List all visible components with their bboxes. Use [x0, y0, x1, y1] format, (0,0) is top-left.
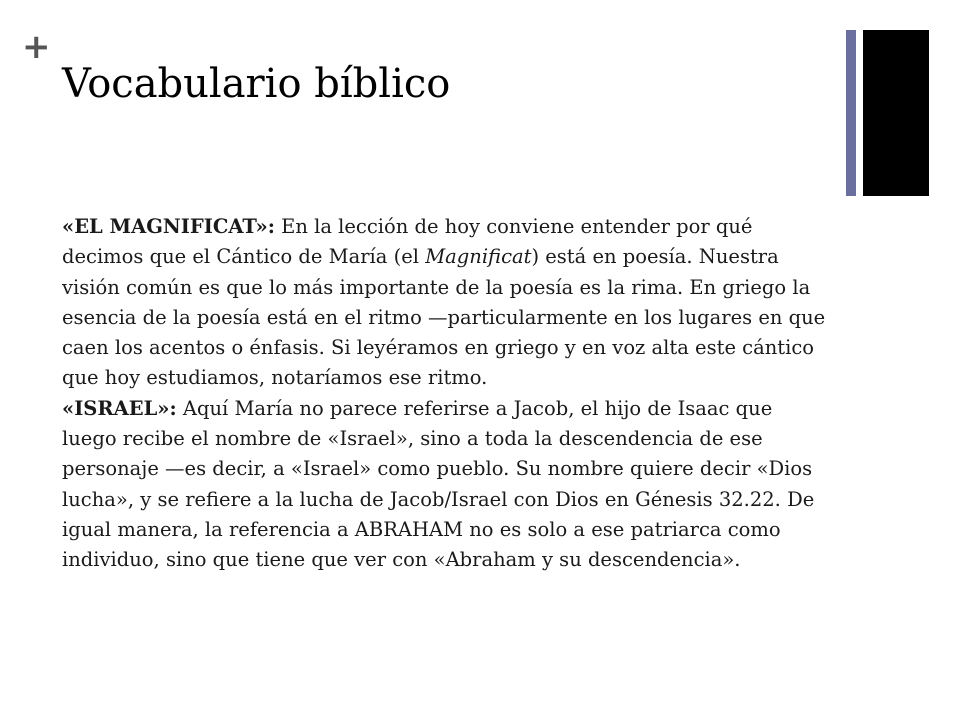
paragraph-magnificat-text-start: En la lección de hoy conviene entender por qué decimos que el Cántico de María (el [62, 215, 753, 269]
term-israel: «ISRAEL»: [62, 396, 177, 420]
plus-bullet-icon: + [22, 27, 51, 67]
magnificat-italic: Magnificat [425, 245, 532, 269]
accent-bar [846, 30, 856, 196]
paragraph-magnificat-text-end: ) está en poesía. Nuestra visión común es que lo más importante de la poesía es la rima. En griego la esencia de la poesía está en el ritmo —particularmente en los lugares en que caen los acentos o énfasis. Si leyéramos en griego y en voz alta este cántico que hoy estudiamos, notaríamos ese ritmo. [62, 245, 826, 390]
term-magnificat: «EL MAGNIFICAT»: [62, 215, 275, 238]
slide-title: Vocabulario bíblico [62, 61, 451, 107]
paragraph-israel [62, 394, 832, 576]
accent-block [863, 30, 929, 196]
paragraph-magnificat [62, 212, 832, 394]
slide-body [62, 212, 832, 576]
paragraph-israel-text: Aquí María no parece referirse a Jacob, el hijo de Isaac que luego recibe el nombre de «Israel», sino a toda la descendencia de ese personaje —es decir, a «Israel» como pueblo. Su nombre quiere decir «Dios lucha», y se refiere a la lucha de Jacob/Israel con Dios en Génesis 32.22. De igual manera, la referencia a ABRAHAM no es solo a ese patriarca como individuo, sino que tiene que ver con «Abraham y su descendencia». [62, 396, 815, 572]
